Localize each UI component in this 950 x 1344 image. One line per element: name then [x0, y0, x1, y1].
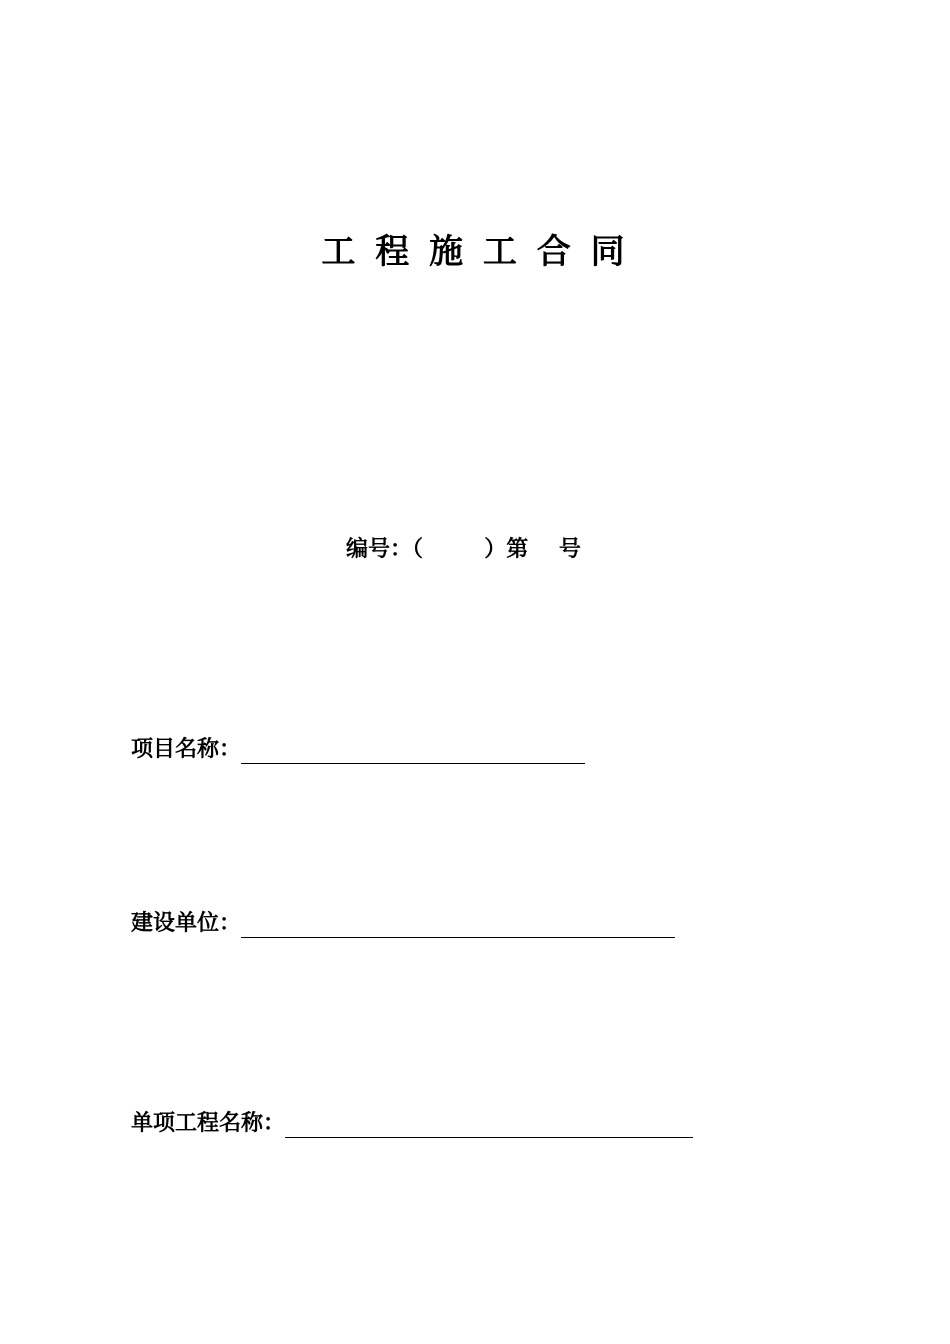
project-name-blank[interactable] [241, 737, 585, 764]
document-title: 工 程 施 工 合 同 [321, 232, 629, 272]
construction-unit-field [131, 908, 675, 940]
single-project-name-field [131, 1108, 693, 1140]
contract-number-line: 编号：（ ）第 号 [346, 537, 581, 562]
project-name-field [131, 734, 585, 766]
construction-unit-blank[interactable] [241, 911, 675, 938]
single-project-name-blank[interactable] [285, 1111, 693, 1138]
construction-unit-label: 建设单位： [131, 911, 242, 936]
single-project-name-label: 单项工程名称： [131, 1111, 286, 1136]
project-name-label: 项目名称： [131, 737, 242, 762]
